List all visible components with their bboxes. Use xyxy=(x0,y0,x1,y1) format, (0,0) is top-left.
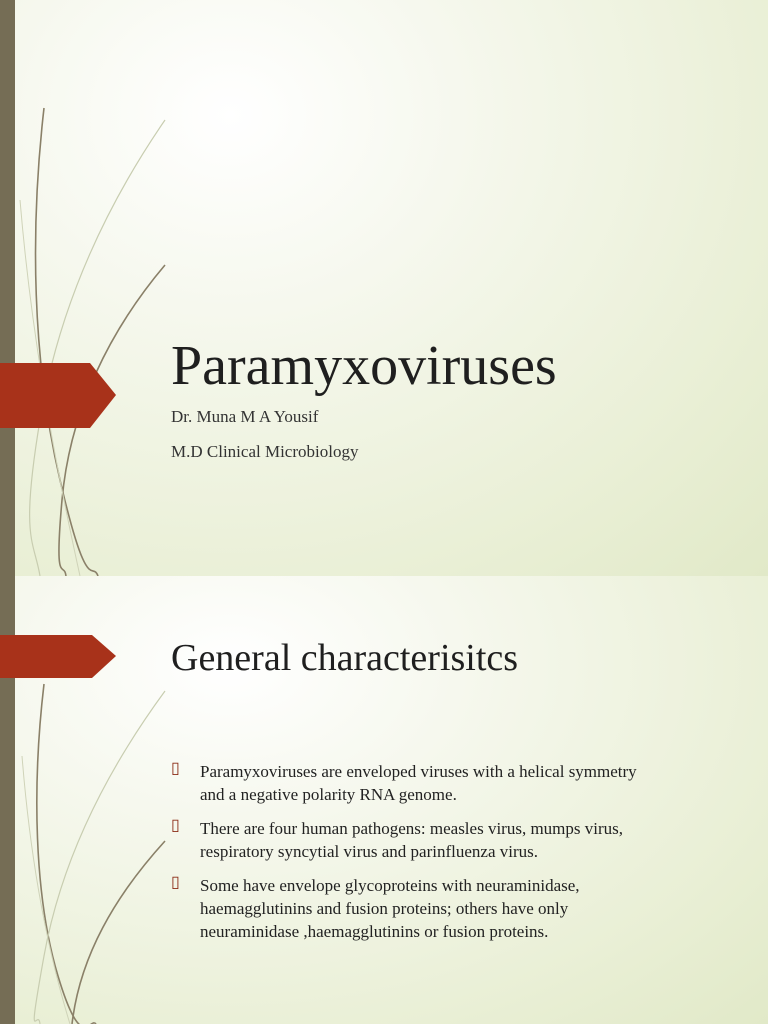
vine-decoration xyxy=(0,0,200,576)
bullet-line: respiratory syncytial virus and parinfluenza virus. xyxy=(200,842,539,861)
author-affiliation: M.D Clinical Microbiology xyxy=(171,442,359,461)
bullet-line: neuraminidase ,haemagglutinins or fusion proteins. xyxy=(200,922,549,941)
list-item xyxy=(171,760,731,806)
list-item xyxy=(171,817,731,863)
bullet-list xyxy=(171,760,731,954)
author-name: Dr. Muna M A Yousif xyxy=(171,407,319,426)
hollow-square-bullet-icon: ▯ xyxy=(171,760,180,777)
hollow-square-bullet-icon: ▯ xyxy=(171,817,180,834)
content-slide xyxy=(0,576,768,1024)
title-tag-arrow xyxy=(0,635,116,678)
list-item xyxy=(171,874,731,943)
slide-title: General characterisitcs xyxy=(171,637,519,679)
bullet-line: Paramyxoviruses are enveloped viruses with a helical symmetry xyxy=(200,762,637,781)
bullet-line: Some have envelope glycoproteins with neuraminidase, xyxy=(200,876,580,895)
bullet-line: There are four human pathogens: measles virus, mumps virus, xyxy=(200,819,624,838)
hollow-square-bullet-icon: ▯ xyxy=(171,874,180,891)
title-tag-arrow xyxy=(0,363,116,428)
bullet-line: haemagglutinins and fusion proteins; others have only xyxy=(200,899,569,918)
bullet-line: and a negative polarity RNA genome. xyxy=(200,785,457,804)
slide-title: Paramyxoviruses xyxy=(171,335,557,397)
